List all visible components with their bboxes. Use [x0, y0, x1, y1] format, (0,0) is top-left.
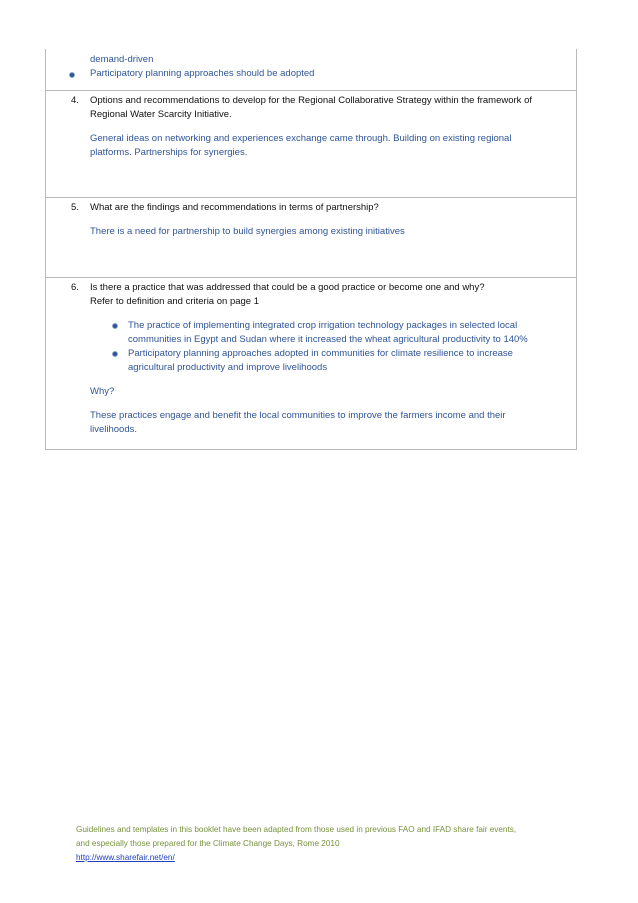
- bullet-icon: [69, 72, 75, 78]
- why-answer-line-2: livelihoods.: [90, 424, 137, 435]
- table-row-question-5: [46, 198, 576, 278]
- answer-text-line-1: General ideas on networking and experiences exchange came through. Building on existing regional: [90, 133, 512, 144]
- answer-text: There is a need for partnership to build synergies among existing initiatives: [90, 226, 405, 237]
- footer-line-1: Guidelines and templates in this booklet have been adapted from those used in previous FAO and IFAD share fair events,: [76, 825, 517, 834]
- list-item: [90, 319, 566, 347]
- why-answer-line-1: These practices engage and benefit the local communities to improve the farmers income and their: [90, 410, 506, 421]
- bullet-icon: [112, 351, 118, 357]
- footer-line-2: and especially those prepared for the Climate Change Days, Rome 2010: [76, 839, 340, 848]
- answer-bullet-participatory: Participatory planning approaches should be adopted: [90, 68, 315, 79]
- question-text-line-1: Options and recommendations to develop for the Regional Collaborative Strategy within the framework of: [90, 95, 532, 106]
- page-footer: [76, 823, 576, 865]
- table-row-question-6: [46, 278, 576, 450]
- list-item-line-1: Participatory planning approaches adopted in communities for climate resilience to increase: [128, 348, 513, 359]
- question-text-line-2: Regional Water Scarcity Initiative.: [90, 109, 232, 120]
- good-practice-list: [90, 319, 566, 375]
- question-text: What are the findings and recommendations in terms of partnership?: [90, 202, 379, 213]
- table-row-question-4: [46, 91, 576, 198]
- why-label: Why?: [90, 386, 115, 397]
- question-number: 5.: [71, 202, 79, 213]
- question-number: 4.: [71, 95, 79, 106]
- questionnaire-table: [45, 49, 577, 450]
- answer-text-line-2: platforms. Partnerships for synergies.: [90, 147, 248, 158]
- question-number: 6.: [71, 282, 79, 293]
- answer-continued-line: demand-driven: [90, 54, 154, 65]
- bullet-icon: [112, 323, 118, 329]
- list-item-line-2: agricultural productivity and improve livelihoods: [128, 362, 328, 373]
- list-item-line-1: The practice of implementing integrated crop irrigation technology packages in selected local: [128, 320, 518, 331]
- table-row-continued: [46, 49, 576, 91]
- list-item-line-2: communities in Egypt and Sudan where it increased the wheat agricultural productivity to 140%: [128, 334, 528, 345]
- list-item: [90, 347, 566, 375]
- sharefair-link[interactable]: http://www.sharefair.net/en/: [76, 853, 175, 862]
- question-text-line-1: Is there a practice that was addressed that could be a good practice or become one and why?: [90, 282, 485, 293]
- question-text-line-2: Refer to definition and criteria on page 1: [90, 296, 259, 307]
